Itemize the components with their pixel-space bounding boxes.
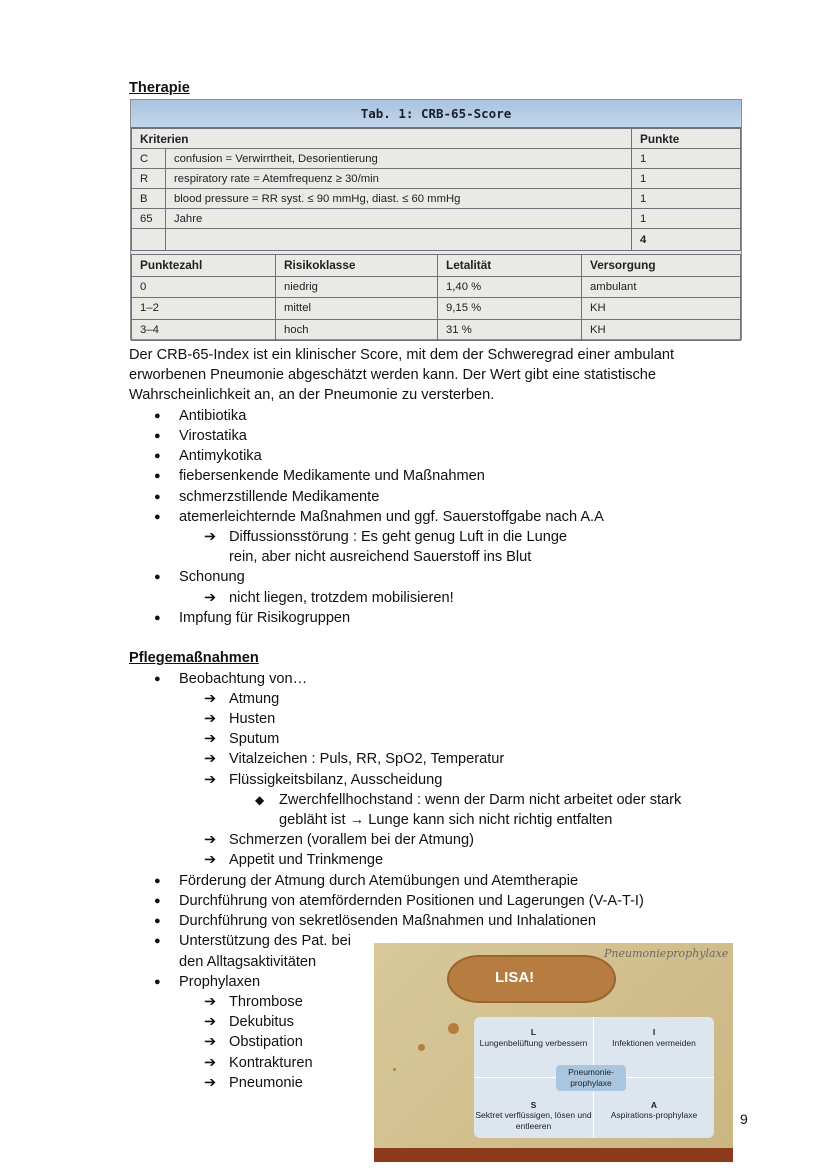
header-cell: Punkte xyxy=(632,129,741,149)
bullet-icon: ● xyxy=(154,490,161,503)
bullet-icon: ● xyxy=(154,672,161,685)
points-cell: 1 xyxy=(632,169,741,189)
code-cell: C xyxy=(132,149,166,169)
item-text: Pneumonie xyxy=(229,1074,303,1091)
quadrant-letter: S xyxy=(530,1099,537,1110)
item-text: Atmung xyxy=(229,690,280,707)
arrow-icon: ➔ xyxy=(204,1054,217,1071)
item-text: nicht liegen, trotzdem mobilisieren! xyxy=(229,589,454,606)
empty-cell xyxy=(132,229,166,251)
lisa-grid xyxy=(474,1017,714,1138)
sub-list-item xyxy=(129,749,729,769)
list-item xyxy=(129,871,729,891)
item-text: Vitalzeichen : Puls, RR, SpO2, Temperatur xyxy=(229,751,505,768)
table-row xyxy=(132,298,741,320)
criterion-cell: Jahre xyxy=(166,209,632,229)
points-cell: 1 xyxy=(632,189,741,209)
points-cell: 1 xyxy=(632,209,741,229)
item-text: Diffussionsstörung : Es geht genug Luft in die Lunge rein, aber nicht ausreichend Sauerstoff ins Blut xyxy=(229,528,568,566)
quadrant-text: Infektionen vermeiden xyxy=(612,1037,696,1048)
item-text: Impfung für Risikogruppen xyxy=(179,609,351,626)
bullet-icon: ● xyxy=(154,874,161,887)
item-text: Husten xyxy=(229,710,276,727)
item-text: schmerzstillende Medikamente xyxy=(179,488,380,505)
total-cell: 4 xyxy=(632,229,741,251)
list-item xyxy=(129,567,729,587)
list-item xyxy=(129,931,369,971)
header-cell: Letalität xyxy=(438,255,582,277)
bullet-icon: ● xyxy=(154,894,161,907)
bullet-icon: ● xyxy=(154,611,161,624)
arrow-icon: ➔ xyxy=(204,731,217,748)
table-row xyxy=(132,169,741,189)
slide-footer-bar xyxy=(374,1148,733,1162)
total-row xyxy=(132,229,741,251)
item-text: Kontrakturen xyxy=(229,1054,313,1071)
item-text: Flüssigkeitsbilanz, Ausscheidung xyxy=(229,771,443,788)
lisa-slide-image xyxy=(374,943,733,1162)
therapie-heading: Therapie xyxy=(129,80,190,96)
item-text: Schonung xyxy=(179,569,245,586)
table-header-row xyxy=(132,255,741,277)
decorative-dot xyxy=(448,1023,459,1034)
item-text: Appetit und Trinkmenge xyxy=(229,852,384,869)
bullet-icon: ● xyxy=(154,975,161,988)
arrow-icon: ➔ xyxy=(204,710,217,727)
risk-table xyxy=(131,254,741,341)
cell: 1,40 % xyxy=(438,276,582,298)
item-text: Schmerzen (vorallem bei der Atmung) xyxy=(229,832,474,849)
header-cell: Punktezahl xyxy=(132,255,276,277)
cell: hoch xyxy=(276,319,438,341)
bullet-icon: ● xyxy=(154,915,161,928)
bullet-icon: ● xyxy=(154,571,161,584)
bullet-icon: ● xyxy=(154,450,161,463)
intro-paragraph: Der CRB-65-Index ist ein klinischer Score, mit dem der Schweregrad einer ambulant erworbenen Pneumonie abgeschätzt werden kann. Der Wert gibt eine statistische Wahrscheinlichkeit an, an der Pneumonie zu versterben. xyxy=(129,347,675,404)
list-item xyxy=(129,487,729,507)
cell: KH xyxy=(582,319,741,341)
sub-list-item xyxy=(129,729,729,749)
list-item xyxy=(129,466,729,486)
table-row xyxy=(132,319,741,341)
cell: mittel xyxy=(276,298,438,320)
item-text: Virostatika xyxy=(179,427,247,444)
pflege-heading: Pflegemaßnahmen xyxy=(129,650,259,667)
item-text: Thrombose xyxy=(229,994,303,1010)
criterion-cell: blood pressure = RR syst. ≤ 90 mmHg, diast. ≤ 60 mmHg xyxy=(166,189,632,209)
cell: 9,15 % xyxy=(438,298,582,320)
arrow-icon: ➔ xyxy=(204,690,217,707)
table-row xyxy=(132,149,741,169)
sub-list-item xyxy=(129,830,729,850)
code-cell: 65 xyxy=(132,209,166,229)
arrow-icon: ➔ xyxy=(204,1014,217,1031)
criterion-cell: respiratory rate = Atemfrequenz ≥ 30/min xyxy=(166,169,632,189)
quadrant-letter: L xyxy=(530,1027,537,1037)
cell: KH xyxy=(582,298,741,320)
code-cell: B xyxy=(132,189,166,209)
sub-sub-list-item xyxy=(129,790,709,830)
list-item xyxy=(129,608,729,628)
empty-cell xyxy=(166,229,632,251)
center-label: Pneumonie-prophylaxe xyxy=(556,1065,626,1091)
table-row xyxy=(132,209,741,229)
table-header-row xyxy=(132,129,741,149)
sub-list-item xyxy=(129,588,729,608)
table-row xyxy=(132,189,741,209)
quadrant-letter: I xyxy=(652,1027,656,1037)
arrow-icon: ➔ xyxy=(204,589,217,606)
item-text: Förderung der Atmung durch Atemübungen und Atemtherapie xyxy=(179,872,579,889)
arrow-icon: ➔ xyxy=(204,1074,217,1091)
item-text: Prophylaxen xyxy=(179,973,261,990)
quadrant-text: Sektret verflüssigen, lösen und entleeren xyxy=(475,1110,592,1131)
item-text: Sputum xyxy=(229,731,280,748)
bullet-icon: ● xyxy=(154,935,161,948)
sub-list-item xyxy=(129,527,599,567)
diamond-icon: ◆ xyxy=(255,792,265,807)
arrow-icon: ➔ xyxy=(204,832,217,849)
item-text: Durchführung von atemfördernden Positionen und Lagerungen (V-A-T-I) xyxy=(179,892,644,909)
list-item xyxy=(129,507,729,527)
quadrant-letter: A xyxy=(650,1099,658,1110)
arrow-icon: ➔ xyxy=(204,1034,217,1051)
list-item xyxy=(129,446,729,466)
decorative-dot xyxy=(418,1044,425,1051)
cloud-shape xyxy=(449,957,614,1001)
header-cell: Kriterien xyxy=(132,129,632,149)
item-text: Durchführung von sekretlösenden Maßnahmen und Inhalationen xyxy=(179,913,597,930)
quadrant-text: Aspirations-prophylaxe xyxy=(610,1110,698,1120)
points-cell: 1 xyxy=(632,149,741,169)
bullet-icon: ● xyxy=(154,409,161,422)
sub-list-item xyxy=(129,689,729,709)
code-cell: R xyxy=(132,169,166,189)
arrow-icon: ➔ xyxy=(204,528,217,545)
cell: 1–2 xyxy=(132,298,276,320)
item-text: atemerleichternde Maßnahmen und ggf. Sauerstoffgabe nach A.A xyxy=(179,508,604,525)
header-cell: Versorgung xyxy=(582,255,741,277)
arrow-icon: ➔ xyxy=(204,771,217,788)
decorative-dot xyxy=(393,1068,396,1071)
cell: niedrig xyxy=(276,276,438,298)
list-item xyxy=(129,406,729,426)
quadrant-text: Lungenbelüftung verbessern xyxy=(479,1037,588,1048)
arrow-icon: ➔ xyxy=(204,994,217,1010)
criteria-table xyxy=(131,128,741,251)
item-text: Zwerchfellhochstand : wenn der Darm nicht arbeitet oder stark gebläht ist → Lunge kann sich nicht richtig entfalten xyxy=(279,791,682,829)
sub-list-item xyxy=(129,770,729,790)
item-text: Unterstützung des Pat. bei den Alltagsaktivitäten xyxy=(179,933,351,970)
list-item xyxy=(129,669,729,689)
cell: 31 % xyxy=(438,319,582,341)
item-text: fiebersenkende Medikamente und Maßnahmen xyxy=(179,468,485,485)
crb-65-table xyxy=(131,100,741,339)
cell: 3–4 xyxy=(132,319,276,341)
arrow-icon: ➔ xyxy=(204,852,217,869)
criterion-cell: confusion = Verwirrtheit, Desorientierung xyxy=(166,149,632,169)
list-item xyxy=(129,911,729,931)
arrow-icon: ➔ xyxy=(204,751,217,768)
item-text: Antibiotika xyxy=(179,407,247,424)
cloud-label: LISA! xyxy=(495,969,535,986)
sub-list-item xyxy=(129,850,729,870)
header-cell: Risikoklasse xyxy=(276,255,438,277)
table-caption: Tab. 1: CRB-65-Score xyxy=(131,100,741,128)
list-item xyxy=(129,426,729,446)
item-text: Beobachtung von… xyxy=(179,670,308,687)
bullet-icon: ● xyxy=(154,510,161,523)
item-text: Dekubitus xyxy=(229,1014,294,1031)
table-row xyxy=(132,276,741,298)
bullet-icon: ● xyxy=(154,429,161,442)
item-text: Antimykotika xyxy=(179,448,262,465)
sub-list-item xyxy=(129,709,729,729)
handwritten-note: Pneumonieprophylaxe xyxy=(604,947,729,960)
page-number: 9 xyxy=(740,1111,748,1127)
item-text: Obstipation xyxy=(229,1034,303,1051)
cell: ambulant xyxy=(582,276,741,298)
cell: 0 xyxy=(132,276,276,298)
bullet-icon: ● xyxy=(154,470,161,483)
list-item xyxy=(129,891,729,911)
